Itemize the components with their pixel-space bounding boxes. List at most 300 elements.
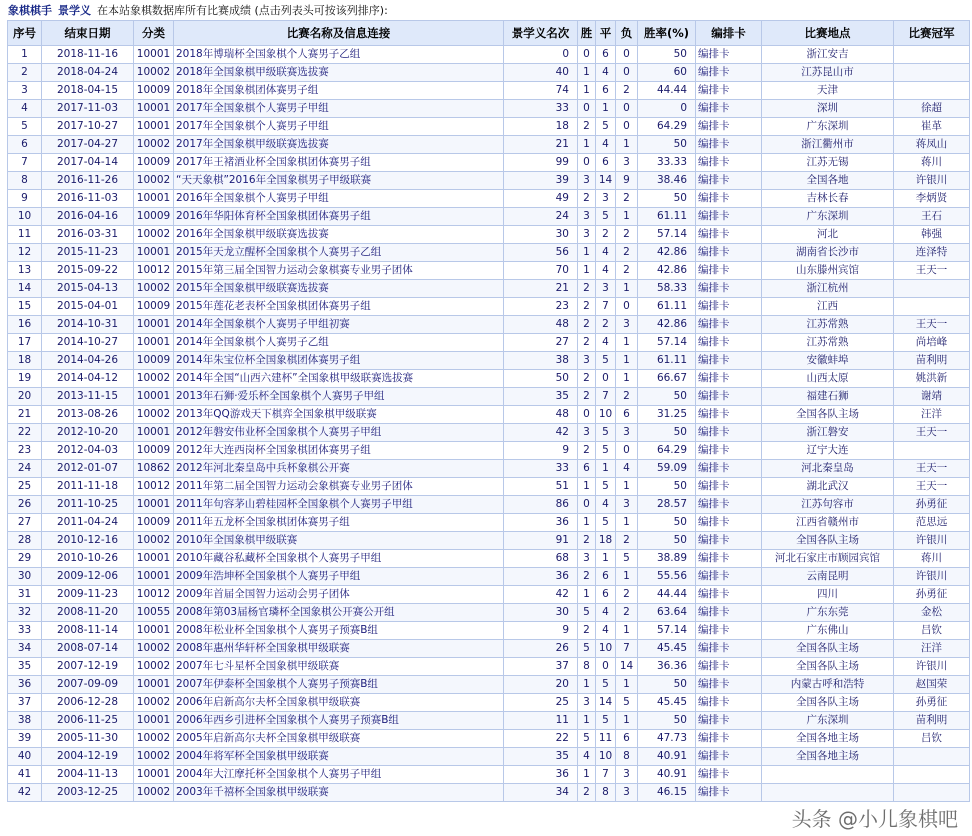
cell-rank: 39 xyxy=(504,172,578,190)
cell-end-date: 2010-12-16 xyxy=(42,532,134,550)
table-row xyxy=(8,154,970,172)
cell-category: 10001 xyxy=(134,244,174,262)
cell-losses: 1 xyxy=(616,676,638,694)
cell-losses: 0 xyxy=(616,118,638,136)
cell-rank: 34 xyxy=(504,784,578,802)
cell-schedule-card-link[interactable]: 编排卡 xyxy=(696,82,762,100)
column-header-location[interactable]: 比赛地点 xyxy=(762,21,894,46)
table-row xyxy=(8,694,970,712)
cell-event-name-link[interactable]: 2017年王褚酒业杯全国象棋团体赛男子组 xyxy=(174,154,504,172)
cell-rank: 23 xyxy=(504,298,578,316)
cell-index: 4 xyxy=(8,100,42,118)
cell-losses: 1 xyxy=(616,622,638,640)
cell-location: 河北石家庄市顾园宾馆 xyxy=(762,550,894,568)
cell-event-name-link[interactable]: 2010年藏谷私藏杯全国象棋个人赛男子甲组 xyxy=(174,550,504,568)
cell-draws: 6 xyxy=(596,568,616,586)
cell-schedule-card-link[interactable]: 编排卡 xyxy=(696,190,762,208)
cell-event-name-link[interactable]: 2015年第三届全国智力运动会象棋赛专业男子团体 xyxy=(174,262,504,280)
cell-location: 全国各队主场 xyxy=(762,532,894,550)
cell-wins: 3 xyxy=(578,208,596,226)
table-row xyxy=(8,568,970,586)
cell-category: 10002 xyxy=(134,658,174,676)
cell-event-name-link[interactable]: 2014年全国象棋个人赛男子甲组初赛 xyxy=(174,316,504,334)
cell-end-date: 2004-12-19 xyxy=(42,748,134,766)
cell-location: 天津 xyxy=(762,82,894,100)
cell-champion: 姚洪新 xyxy=(894,370,970,388)
cell-schedule-card-link[interactable]: 编排卡 xyxy=(696,280,762,298)
cell-schedule-card-link[interactable]: 编排卡 xyxy=(696,172,762,190)
cell-schedule-card-link[interactable]: 编排卡 xyxy=(696,586,762,604)
cell-schedule-card-link[interactable]: 编排卡 xyxy=(696,316,762,334)
cell-rank: 86 xyxy=(504,496,578,514)
cell-draws: 1 xyxy=(596,100,616,118)
cell-wins: 2 xyxy=(578,334,596,352)
cell-event-name-link[interactable]: 2011年句容茅山碧桂园杯全国象棋个人赛男子甲组 xyxy=(174,496,504,514)
cell-category: 10002 xyxy=(134,784,174,802)
cell-losses: 3 xyxy=(616,424,638,442)
cell-wins: 3 xyxy=(578,226,596,244)
table-row xyxy=(8,244,970,262)
cell-location: 山东滕州宾馆 xyxy=(762,262,894,280)
cell-index: 11 xyxy=(8,226,42,244)
cell-schedule-card-link[interactable]: 编排卡 xyxy=(696,514,762,532)
cell-index: 27 xyxy=(8,514,42,532)
column-header-draws[interactable]: 平 xyxy=(596,21,616,46)
cell-wins: 2 xyxy=(578,532,596,550)
cell-schedule-card-link[interactable]: 编排卡 xyxy=(696,460,762,478)
cell-draws: 5 xyxy=(596,352,616,370)
table-row xyxy=(8,46,970,64)
cell-wins: 2 xyxy=(578,118,596,136)
column-header-rank[interactable]: 景学义名次 xyxy=(504,21,578,46)
cell-schedule-card-link[interactable]: 编排卡 xyxy=(696,262,762,280)
cell-draws: 5 xyxy=(596,514,616,532)
cell-champion: 徐超 xyxy=(894,100,970,118)
cell-wins: 2 xyxy=(578,316,596,334)
cell-win-rate: 0 xyxy=(638,100,696,118)
cell-draws: 4 xyxy=(596,64,616,82)
cell-draws: 3 xyxy=(596,190,616,208)
cell-event-name-link[interactable]: 2008年松业杯全国象棋个人赛男子预赛B组 xyxy=(174,622,504,640)
cell-wins: 8 xyxy=(578,658,596,676)
cell-index: 13 xyxy=(8,262,42,280)
cell-rank: 9 xyxy=(504,442,578,460)
cell-event-name-link[interactable]: 2014年全国象棋个人赛男子乙组 xyxy=(174,334,504,352)
cell-champion: 谢靖 xyxy=(894,388,970,406)
cell-win-rate: 50 xyxy=(638,532,696,550)
cell-index: 20 xyxy=(8,388,42,406)
column-header-end-date[interactable]: 结束日期 xyxy=(42,21,134,46)
cell-end-date: 2010-10-26 xyxy=(42,550,134,568)
cell-event-name-link[interactable]: 2013年石狮·爱乐杯全国象棋个人赛男子甲组 xyxy=(174,388,504,406)
cell-champion xyxy=(894,82,970,100)
cell-event-name-link[interactable]: 2017年全国象棋个人赛男子甲组 xyxy=(174,100,504,118)
cell-losses: 6 xyxy=(616,406,638,424)
table-row xyxy=(8,262,970,280)
cell-win-rate: 42.86 xyxy=(638,316,696,334)
cell-draws: 5 xyxy=(596,712,616,730)
cell-event-name-link[interactable]: 2015年全国象棋甲级联赛选拔赛 xyxy=(174,280,504,298)
cell-schedule-card-link[interactable]: 编排卡 xyxy=(696,64,762,82)
cell-win-rate: 61.11 xyxy=(638,208,696,226)
cell-rank: 0 xyxy=(504,46,578,64)
cell-event-name-link[interactable]: 2010年全国象棋甲级联赛 xyxy=(174,532,504,550)
cell-win-rate: 44.44 xyxy=(638,82,696,100)
cell-rank: 21 xyxy=(504,136,578,154)
cell-losses: 3 xyxy=(616,496,638,514)
cell-end-date: 2014-10-31 xyxy=(42,316,134,334)
column-header-win-rate[interactable]: 胜率(%) xyxy=(638,21,696,46)
cell-category: 10002 xyxy=(134,172,174,190)
cell-draws: 3 xyxy=(596,280,616,298)
cell-champion: 李炳贤 xyxy=(894,190,970,208)
cell-index: 6 xyxy=(8,136,42,154)
cell-event-name-link[interactable]: 2016年全国象棋甲级联赛选拔赛 xyxy=(174,226,504,244)
cell-category: 10002 xyxy=(134,64,174,82)
cell-event-name-link[interactable]: 2018年全国象棋团体赛男子组 xyxy=(174,82,504,100)
cell-location xyxy=(762,766,894,784)
cell-index: 3 xyxy=(8,82,42,100)
cell-champion: 赵国荣 xyxy=(894,676,970,694)
table-row xyxy=(8,316,970,334)
cell-win-rate: 33.33 xyxy=(638,154,696,172)
cell-end-date: 2016-11-26 xyxy=(42,172,134,190)
cell-category: 10862 xyxy=(134,460,174,478)
cell-location: 浙江衢州市 xyxy=(762,136,894,154)
cell-win-rate: 46.15 xyxy=(638,784,696,802)
cell-wins: 6 xyxy=(578,460,596,478)
cell-end-date: 2004-11-13 xyxy=(42,766,134,784)
cell-schedule-card-link[interactable]: 编排卡 xyxy=(696,730,762,748)
cell-draws: 5 xyxy=(596,118,616,136)
table-row xyxy=(8,622,970,640)
cell-schedule-card-link[interactable]: 编排卡 xyxy=(696,298,762,316)
cell-losses: 0 xyxy=(616,64,638,82)
cell-win-rate: 50 xyxy=(638,676,696,694)
cell-category: 10002 xyxy=(134,640,174,658)
cell-losses: 0 xyxy=(616,442,638,460)
cell-end-date: 2016-04-16 xyxy=(42,208,134,226)
cell-event-name-link[interactable]: 2017年全国象棋个人赛男子甲组 xyxy=(174,118,504,136)
cell-schedule-card-link[interactable]: 编排卡 xyxy=(696,712,762,730)
cell-rank: 36 xyxy=(504,568,578,586)
cell-category: 10009 xyxy=(134,298,174,316)
cell-schedule-card-link[interactable]: 编排卡 xyxy=(696,496,762,514)
cell-rank: 22 xyxy=(504,730,578,748)
cell-location: 河北 xyxy=(762,226,894,244)
column-header-index[interactable]: 序号 xyxy=(8,21,42,46)
cell-champion: 吕钦 xyxy=(894,730,970,748)
table-row xyxy=(8,118,970,136)
cell-location: 浙江磐安 xyxy=(762,424,894,442)
cell-schedule-card-link[interactable]: 编排卡 xyxy=(696,100,762,118)
cell-category: 10012 xyxy=(134,478,174,496)
cell-location: 广东深圳 xyxy=(762,118,894,136)
cell-index: 7 xyxy=(8,154,42,172)
cell-event-name-link[interactable]: 2007年伊泰杯全国象棋个人赛男子预赛B组 xyxy=(174,676,504,694)
cell-category: 10002 xyxy=(134,226,174,244)
cell-win-rate: 50 xyxy=(638,190,696,208)
cell-end-date: 2012-10-20 xyxy=(42,424,134,442)
cell-index: 28 xyxy=(8,532,42,550)
cell-draws: 4 xyxy=(596,334,616,352)
cell-schedule-card-link[interactable]: 编排卡 xyxy=(696,784,762,802)
cell-draws: 1 xyxy=(596,550,616,568)
cell-win-rate: 58.33 xyxy=(638,280,696,298)
cell-category: 10002 xyxy=(134,694,174,712)
column-header-category[interactable]: 分类 xyxy=(134,21,174,46)
cell-event-name-link[interactable]: 2012年河北秦皇岛中兵杯象棋公开赛 xyxy=(174,460,504,478)
cell-schedule-card-link[interactable]: 编排卡 xyxy=(696,46,762,64)
cell-index: 14 xyxy=(8,280,42,298)
header-note: 在本站象棋数据库所有比赛成绩 (点击列表头可按该列排序): xyxy=(97,4,388,17)
cell-event-name-link[interactable]: 2018年博瑞杯全国象棋个人赛男子乙组 xyxy=(174,46,504,64)
cell-end-date: 2017-10-27 xyxy=(42,118,134,136)
cell-index: 1 xyxy=(8,46,42,64)
cell-schedule-card-link[interactable]: 编排卡 xyxy=(696,550,762,568)
cell-category: 10009 xyxy=(134,154,174,172)
cell-draws: 4 xyxy=(596,244,616,262)
cell-rank: 18 xyxy=(504,118,578,136)
cell-wins: 1 xyxy=(578,766,596,784)
cell-location: 江苏无锡 xyxy=(762,154,894,172)
cell-category: 10002 xyxy=(134,136,174,154)
cell-event-name-link[interactable]: 2008年第03届杨官璘杯全国象棋公开赛公开组 xyxy=(174,604,504,622)
table-row xyxy=(8,478,970,496)
table-header-row xyxy=(8,21,970,46)
cell-win-rate: 44.44 xyxy=(638,586,696,604)
cell-index: 5 xyxy=(8,118,42,136)
cell-wins: 3 xyxy=(578,352,596,370)
cell-win-rate: 50 xyxy=(638,136,696,154)
column-header-wins[interactable]: 胜 xyxy=(578,21,596,46)
cell-losses: 14 xyxy=(616,658,638,676)
cell-event-name-link[interactable]: 2003年千禧杯全国象棋甲级联赛 xyxy=(174,784,504,802)
table-row xyxy=(8,658,970,676)
cell-location: 广东东莞 xyxy=(762,604,894,622)
cell-rank: 40 xyxy=(504,64,578,82)
cell-losses: 2 xyxy=(616,262,638,280)
cell-win-rate: 50 xyxy=(638,388,696,406)
cell-event-name-link[interactable]: 2017年全国象棋甲级联赛选拔赛 xyxy=(174,136,504,154)
cell-rank: 68 xyxy=(504,550,578,568)
cell-champion: 蒋凤山 xyxy=(894,136,970,154)
table-row xyxy=(8,514,970,532)
cell-event-name-link[interactable]: 2013年QQ游戏天下棋弈全国象棋甲级联赛 xyxy=(174,406,504,424)
cell-rank: 38 xyxy=(504,352,578,370)
cell-location: 吉林长春 xyxy=(762,190,894,208)
cell-event-name-link[interactable]: 2012年磐安伟业杯全国象棋个人赛男子甲组 xyxy=(174,424,504,442)
cell-index: 12 xyxy=(8,244,42,262)
cell-location: 江苏常熟 xyxy=(762,334,894,352)
cell-wins: 0 xyxy=(578,100,596,118)
cell-champion: 王天一 xyxy=(894,460,970,478)
cell-schedule-card-link[interactable]: 编排卡 xyxy=(696,748,762,766)
cell-location: 浙江安吉 xyxy=(762,46,894,64)
cell-champion: 王天一 xyxy=(894,316,970,334)
cell-champion: 吕钦 xyxy=(894,622,970,640)
cell-rank: 20 xyxy=(504,676,578,694)
cell-index: 19 xyxy=(8,370,42,388)
cell-rank: 35 xyxy=(504,388,578,406)
cell-index: 39 xyxy=(8,730,42,748)
cell-schedule-card-link[interactable]: 编排卡 xyxy=(696,424,762,442)
cell-end-date: 2014-04-12 xyxy=(42,370,134,388)
cell-draws: 5 xyxy=(596,208,616,226)
cell-draws: 4 xyxy=(596,604,616,622)
cell-losses: 3 xyxy=(616,154,638,172)
cell-schedule-card-link[interactable]: 编排卡 xyxy=(696,154,762,172)
cell-rank: 35 xyxy=(504,748,578,766)
cell-event-name-link[interactable]: 2006年启新高尔夫杯全国象棋甲级联赛 xyxy=(174,694,504,712)
cell-wins: 1 xyxy=(578,478,596,496)
table-row xyxy=(8,334,970,352)
cell-event-name-link[interactable]: 2005年启新高尔夫杯全国象棋甲级联赛 xyxy=(174,730,504,748)
cell-rank: 99 xyxy=(504,154,578,172)
cell-event-name-link[interactable]: 2009年浩坤杯全国象棋个人赛男子甲组 xyxy=(174,568,504,586)
cell-event-name-link[interactable]: 2004年将军杯全国象棋甲级联赛 xyxy=(174,748,504,766)
cell-end-date: 2011-10-25 xyxy=(42,496,134,514)
cell-wins: 1 xyxy=(578,244,596,262)
cell-event-name-link[interactable]: 2018年全国象棋甲级联赛选拔赛 xyxy=(174,64,504,82)
column-header-losses[interactable]: 负 xyxy=(616,21,638,46)
cell-losses: 9 xyxy=(616,172,638,190)
cell-losses: 1 xyxy=(616,478,638,496)
cell-win-rate: 38.46 xyxy=(638,172,696,190)
cell-event-name-link[interactable]: 2004年大江摩托杯全国象棋个人赛男子甲组 xyxy=(174,766,504,784)
cell-wins: 0 xyxy=(578,496,596,514)
cell-win-rate: 50 xyxy=(638,712,696,730)
cell-category: 10001 xyxy=(134,622,174,640)
cell-rank: 26 xyxy=(504,640,578,658)
cell-location: 辽宁大连 xyxy=(762,442,894,460)
cell-draws: 10 xyxy=(596,640,616,658)
cell-draws: 8 xyxy=(596,784,616,802)
cell-losses: 6 xyxy=(616,730,638,748)
cell-event-name-link[interactable]: 2006年西乡引进杯全国象棋个人赛男子预赛B组 xyxy=(174,712,504,730)
table-row xyxy=(8,388,970,406)
cell-index: 38 xyxy=(8,712,42,730)
cell-category: 10002 xyxy=(134,280,174,298)
cell-location: 湖北武汉 xyxy=(762,478,894,496)
cell-schedule-card-link[interactable]: 编排卡 xyxy=(696,640,762,658)
cell-rank: 21 xyxy=(504,280,578,298)
cell-event-name-link[interactable]: 2012年大连西岗杯全国象棋团体赛男子组 xyxy=(174,442,504,460)
cell-win-rate: 61.11 xyxy=(638,298,696,316)
cell-event-name-link[interactable]: 2009年首届全国智力运动会男子团体 xyxy=(174,586,504,604)
cell-schedule-card-link[interactable]: 编排卡 xyxy=(696,766,762,784)
cell-draws: 1 xyxy=(596,460,616,478)
cell-schedule-card-link[interactable]: 编排卡 xyxy=(696,694,762,712)
cell-wins: 1 xyxy=(578,82,596,100)
cell-end-date: 2015-11-23 xyxy=(42,244,134,262)
cell-draws: 10 xyxy=(596,406,616,424)
cell-champion: 孙勇征 xyxy=(894,496,970,514)
cell-schedule-card-link[interactable]: 编排卡 xyxy=(696,442,762,460)
cell-schedule-card-link[interactable]: 编排卡 xyxy=(696,118,762,136)
cell-event-name-link[interactable]: 2011年第二届全国智力运动会象棋赛专业男子团体 xyxy=(174,478,504,496)
cell-location: 全国各队主场 xyxy=(762,406,894,424)
results-table xyxy=(7,20,970,802)
cell-schedule-card-link[interactable]: 编排卡 xyxy=(696,568,762,586)
cell-wins: 0 xyxy=(578,46,596,64)
cell-schedule-card-link[interactable]: 编排卡 xyxy=(696,136,762,154)
cell-event-name-link[interactable]: 2016年华阳体育杯全国象棋团体赛男子组 xyxy=(174,208,504,226)
cell-event-name-link[interactable]: 2015年天龙立醒杯全国象棋个人赛男子乙组 xyxy=(174,244,504,262)
cell-schedule-card-link[interactable]: 编排卡 xyxy=(696,658,762,676)
cell-losses: 2 xyxy=(616,532,638,550)
cell-wins: 3 xyxy=(578,550,596,568)
cell-schedule-card-link[interactable]: 编排卡 xyxy=(696,208,762,226)
cell-event-name-link[interactable]: 2015年莲花老表杯全国象棋团体赛男子组 xyxy=(174,298,504,316)
cell-schedule-card-link[interactable]: 编排卡 xyxy=(696,334,762,352)
cell-end-date: 2014-04-26 xyxy=(42,352,134,370)
cell-schedule-card-link[interactable]: 编排卡 xyxy=(696,388,762,406)
table-row xyxy=(8,748,970,766)
cell-category: 10001 xyxy=(134,388,174,406)
cell-schedule-card-link[interactable]: 编排卡 xyxy=(696,604,762,622)
cell-win-rate: 57.14 xyxy=(638,334,696,352)
cell-category: 10012 xyxy=(134,262,174,280)
cell-event-name-link[interactable]: 2014年朱宝位杯全国象棋团体赛男子组 xyxy=(174,352,504,370)
cell-end-date: 2011-04-24 xyxy=(42,514,134,532)
cell-rank: 49 xyxy=(504,190,578,208)
cell-champion: 崔革 xyxy=(894,118,970,136)
cell-schedule-card-link[interactable]: 编排卡 xyxy=(696,622,762,640)
cell-event-name-link[interactable]: 2011年五龙杯全国象棋团体赛男子组 xyxy=(174,514,504,532)
cell-event-name-link[interactable]: 2016年全国象棋个人赛男子甲组 xyxy=(174,190,504,208)
cell-schedule-card-link[interactable]: 编排卡 xyxy=(696,226,762,244)
cell-event-name-link[interactable]: 2008年惠州华轩杯全国象棋甲级联赛 xyxy=(174,640,504,658)
cell-wins: 2 xyxy=(578,622,596,640)
cell-win-rate: 66.67 xyxy=(638,370,696,388)
cell-champion: 王石 xyxy=(894,208,970,226)
cell-schedule-card-link[interactable]: 编排卡 xyxy=(696,244,762,262)
cell-wins: 1 xyxy=(578,676,596,694)
column-header-champion[interactable]: 比赛冠军 xyxy=(894,21,970,46)
cell-category: 10009 xyxy=(134,208,174,226)
cell-win-rate: 57.14 xyxy=(638,226,696,244)
watermark-text: 头条 @小儿象棋吧 xyxy=(791,807,958,831)
cell-draws: 11 xyxy=(596,730,616,748)
cell-schedule-card-link[interactable]: 编排卡 xyxy=(696,478,762,496)
table-row xyxy=(8,64,970,82)
cell-event-name-link[interactable]: “天天象棋”2016年全国象棋男子甲级联赛 xyxy=(174,172,504,190)
cell-index: 25 xyxy=(8,478,42,496)
column-header-schedule-card[interactable]: 编排卡 xyxy=(696,21,762,46)
cell-schedule-card-link[interactable]: 编排卡 xyxy=(696,406,762,424)
table-row xyxy=(8,172,970,190)
cell-schedule-card-link[interactable]: 编排卡 xyxy=(696,352,762,370)
cell-draws: 14 xyxy=(596,694,616,712)
cell-schedule-card-link[interactable]: 编排卡 xyxy=(696,532,762,550)
cell-location: 广东佛山 xyxy=(762,622,894,640)
cell-end-date: 2009-12-06 xyxy=(42,568,134,586)
cell-losses: 4 xyxy=(616,460,638,478)
cell-event-name-link[interactable]: 2014年全国“山西六建杯”全国象棋甲级联赛选拔赛 xyxy=(174,370,504,388)
cell-location: 云南昆明 xyxy=(762,568,894,586)
cell-champion: 金松 xyxy=(894,604,970,622)
cell-losses: 0 xyxy=(616,298,638,316)
cell-schedule-card-link[interactable]: 编排卡 xyxy=(696,676,762,694)
column-header-event-name[interactable]: 比赛名称及信息连接 xyxy=(174,21,504,46)
cell-losses: 2 xyxy=(616,388,638,406)
cell-location: 全国各队主场 xyxy=(762,640,894,658)
cell-event-name-link[interactable]: 2007年七斗星杯全国象棋甲级联赛 xyxy=(174,658,504,676)
cell-schedule-card-link[interactable]: 编排卡 xyxy=(696,370,762,388)
cell-rank: 25 xyxy=(504,694,578,712)
cell-win-rate: 55.56 xyxy=(638,568,696,586)
